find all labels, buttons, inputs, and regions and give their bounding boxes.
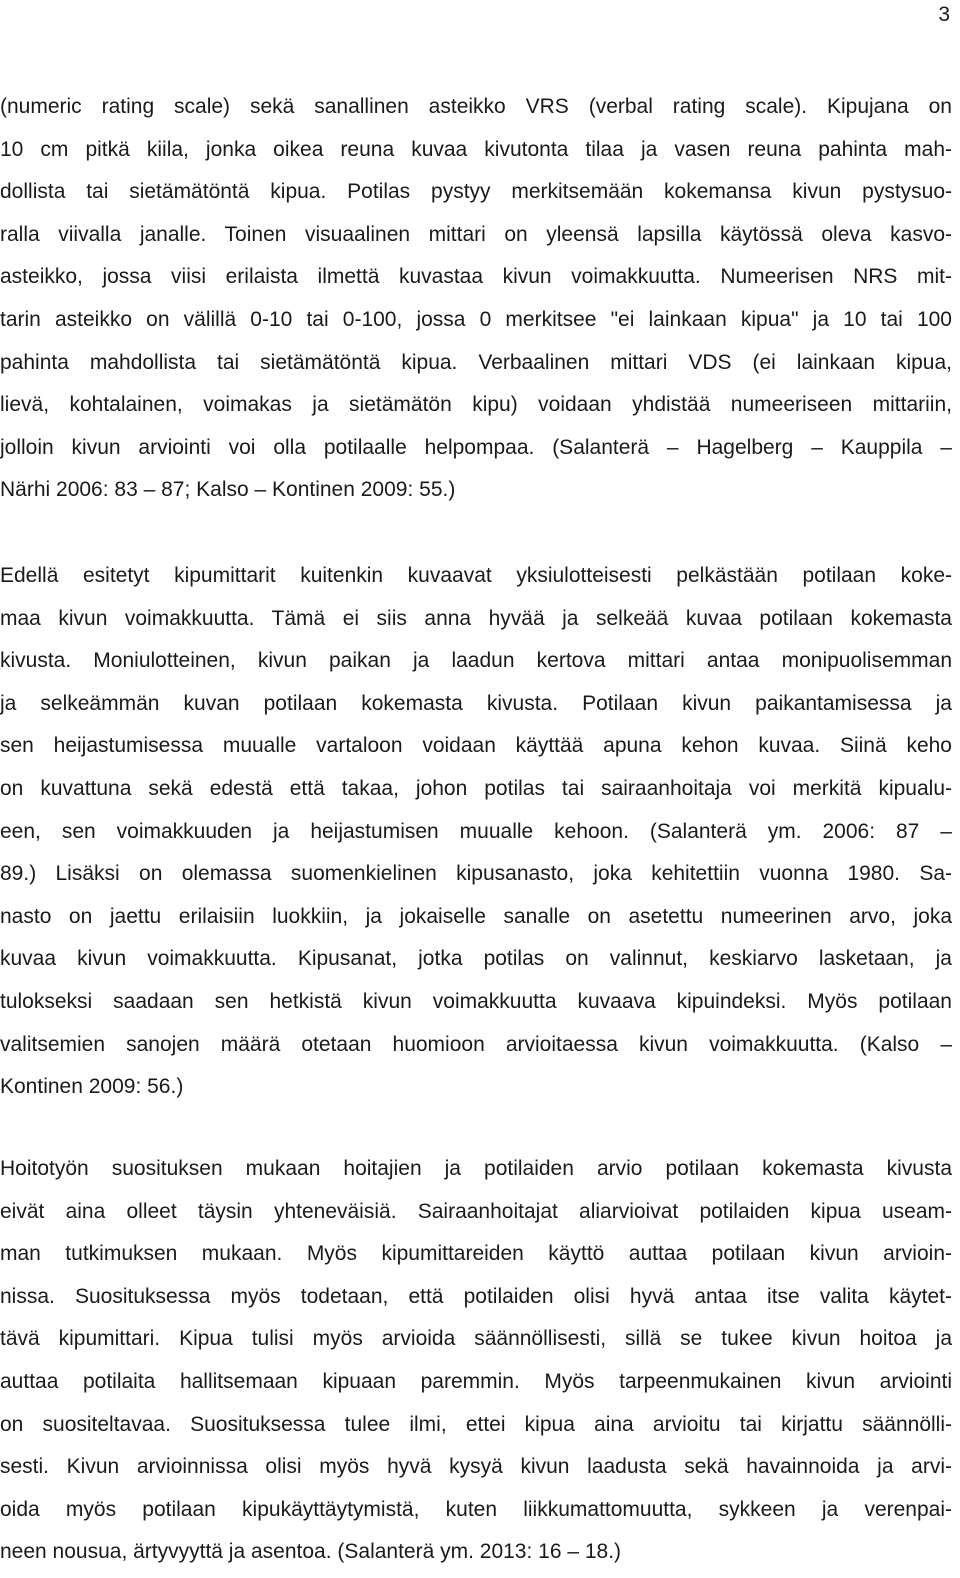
page-number: 3	[938, 3, 950, 26]
text-line: ralla viivalla janalle. Toinen visuaalinen mittari on yleensä lapsilla käytössä oleva kasvo-	[0, 222, 952, 246]
text-line: 10 cm pitkä kiila, jonka oikea reuna kuvaa kivutonta tilaa ja vasen reuna pahinta mah-	[0, 137, 952, 161]
text-line: sen heijastumisessa muualle vartaloon voidaan käyttää apuna kehon kuvaa. Siinä keho	[0, 734, 952, 758]
text-line: eivät aina olleet täysin yhteneväisiä. Sairaanhoitajat aliarvioivat potilaiden kipua useam-	[0, 1199, 952, 1223]
text-line: lievä, kohtalainen, voimakas ja sietämätön kipu) voidaan yhdistää numeeriseen mittariin,	[0, 393, 952, 417]
text-line: neen nousua, ärtyvyyttä ja asentoa. (Salanterä ym. 2013: 16 – 18.)	[0, 1540, 622, 1564]
text-line: kivusta. Moniulotteinen, kivun paikan ja laadun kertova mittari antaa monipuolisemman	[0, 649, 952, 673]
text-line: valitsemien sanojen määrä otetaan huomioon arvioitaessa kivun voimakkuutta. (Kalso –	[0, 1032, 952, 1056]
text-line: asteikko, jossa viisi erilaista ilmettä kuvastaa kivun voimakkuutta. Numeerisen NRS mit-	[0, 265, 952, 289]
text-line: Edellä esitetyt kipumittarit kuitenkin kuvaavat yksiulotteisesti pelkästään potilaan koke-	[0, 564, 952, 587]
text-line: een, sen voimakkuuden ja heijastumisen muualle kehoon. (Salanterä ym. 2006: 87 –	[0, 819, 952, 843]
text-line: maa kivun voimakkuutta. Tämä ei siis anna hyvää ja selkeää kuvaa potilaan kokemasta	[0, 606, 952, 630]
text-line: man tutkimuksen mukaan. Myös kipumittareiden käyttö auttaa potilaan kivun arvioin-	[0, 1242, 952, 1266]
text-line: tarin asteikko on välillä 0-10 tai 0-100, jossa 0 merkitsee "ei lainkaan kipua" ja 10 tai 100	[0, 307, 952, 331]
text-line: sesti. Kivun arvioinnissa olisi myös hyvä kysyä kivun laadusta sekä havainnoida ja arvi-	[0, 1455, 952, 1479]
text-line: Kontinen 2009: 56.)	[0, 1075, 184, 1099]
text-line: on kuvattuna sekä edestä että takaa, johon potilas tai sairaanhoitaja voi merkitä kipualu-	[0, 776, 952, 800]
text-line: auttaa potilaita hallitsemaan kipuaan paremmin. Myös tarpeenmukainen kivun arviointi	[0, 1369, 952, 1393]
text-line: jolloin kivun arviointi voi olla potilaalle helpompaa. (Salanterä – Hagelberg – Kauppila –	[0, 435, 952, 459]
text-line: kuvaa kivun voimakkuutta. Kipusanat, jotka potilas on valinnut, keskiarvo lasketaan, ja	[0, 947, 952, 971]
text-line: nasto on jaettu erilaisiin luokkiin, ja jokaiselle sanalle on asetettu numeerinen arvo, joka	[0, 904, 952, 928]
paragraph-care-recommendation	[0, 1148, 952, 1574]
text-line: nissa. Suosituksessa myös todetaan, että potilaiden olisi hyvä antaa itse valita käytet-	[0, 1284, 952, 1308]
text-line: 89.) Lisäksi on olemassa suomenkielinen kipusanasto, joka kehitettiin vuonna 1980. Sa-	[0, 862, 952, 886]
text-line: oida myös potilaan kipukäyttäytymistä, kuten liikkumattomuutta, sykkeen ja verenpai-	[0, 1497, 952, 1521]
text-line: (numeric rating scale) sekä sanallinen asteikko VRS (verbal rating scale). Kipujana on	[0, 95, 952, 118]
paragraph-multidimensional-meters	[0, 555, 952, 1109]
text-line: Närhi 2006: 83 – 87; Kalso – Kontinen 2009: 55.)	[0, 478, 456, 502]
text-line: pahinta mahdollista tai sietämätöntä kipua. Verbaalinen mittari VDS (ei lainkaan kipua,	[0, 350, 952, 374]
paragraph-pain-scales	[0, 86, 952, 512]
text-line: dollista tai sietämätöntä kipua. Potilas pystyy merkitsemään kokemansa kivun pystysuo-	[0, 180, 952, 204]
text-line: on suositeltavaa. Suosituksessa tulee ilmi, ettei kipua aina arvioitu tai kirjattu säännölli-	[0, 1412, 952, 1436]
text-line: tulokseksi saadaan sen hetkistä kivun voimakkuutta kuvaava kipuindeksi. Myös potilaan	[0, 989, 952, 1013]
text-line: ja selkeämmän kuvan potilaan kokemasta kivusta. Potilaan kivun paikantamisessa ja	[0, 691, 952, 715]
text-line: Hoitotyön suosituksen mukaan hoitajien ja potilaiden arvio potilaan kokemasta kivusta	[0, 1157, 952, 1180]
text-line: tävä kipumittari. Kipua tulisi myös arvioida säännöllisesti, sillä se tukee kivun hoitoa ja	[0, 1327, 952, 1351]
